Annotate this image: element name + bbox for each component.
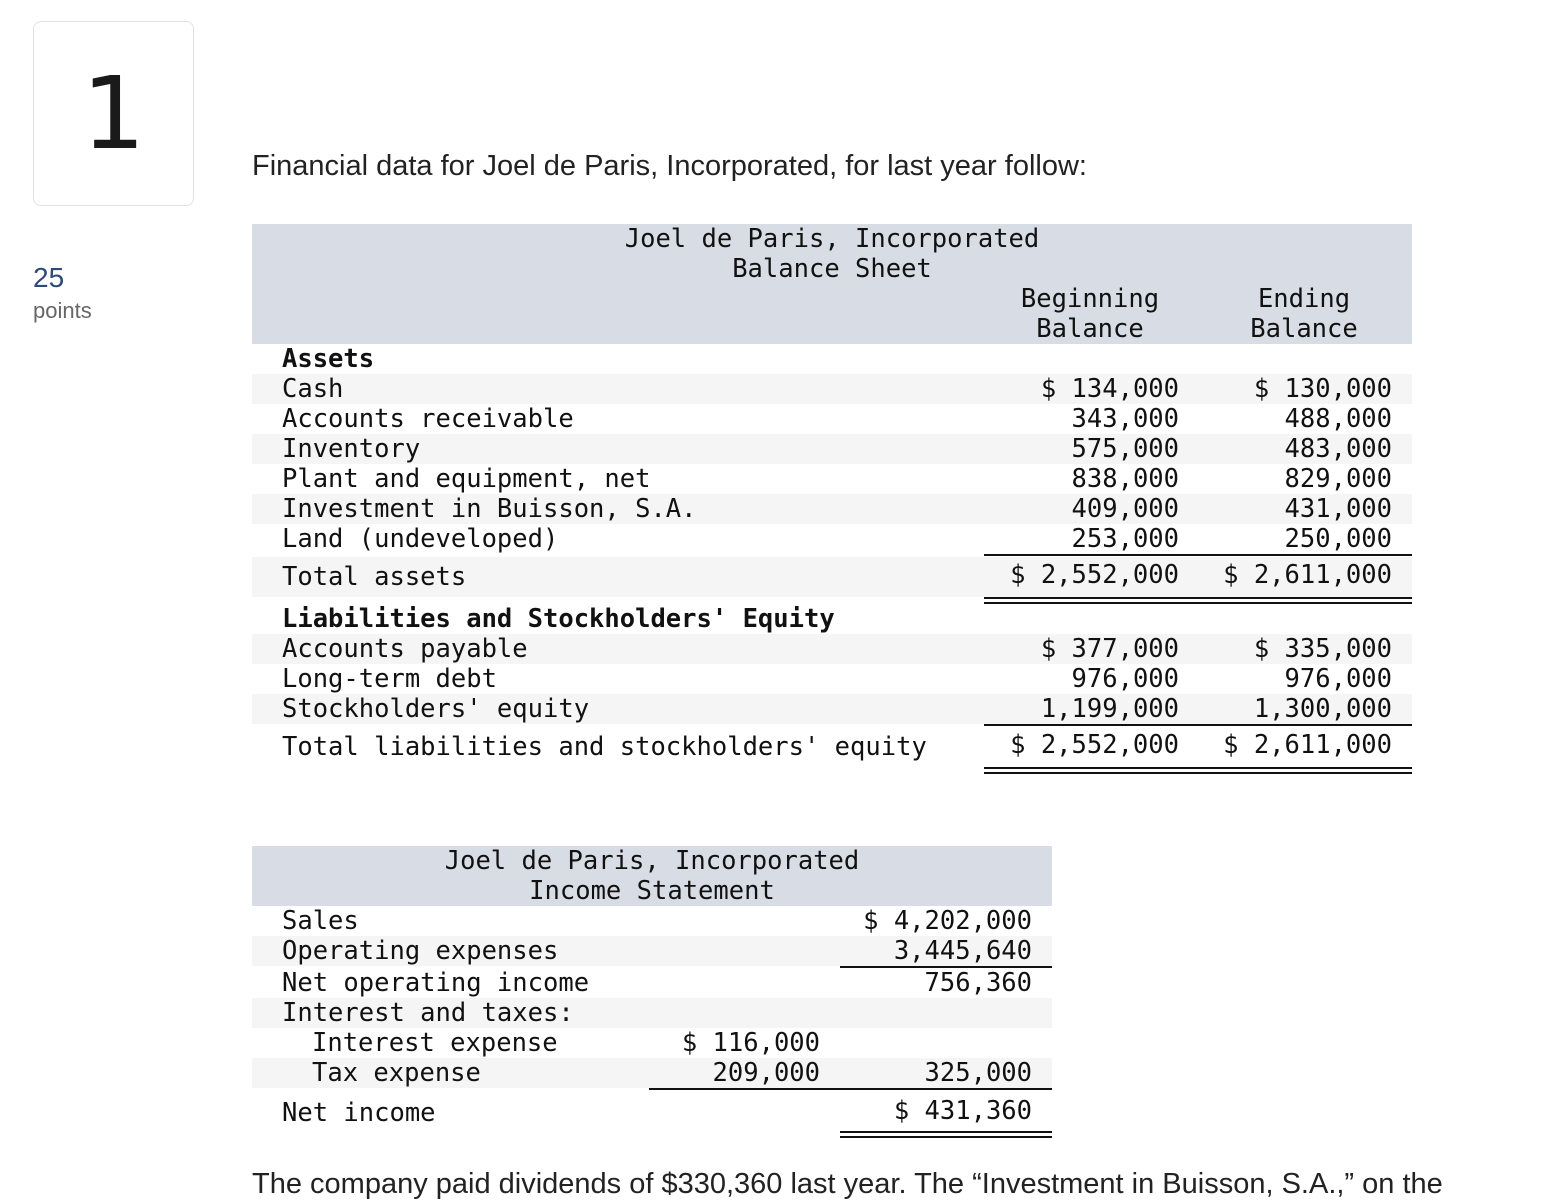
row-label: Long-term debt: [282, 664, 497, 694]
col-ending-line1: Ending: [1257, 284, 1351, 314]
noi-value: 756,360: [924, 968, 1032, 998]
ending-value: 976,000: [1284, 664, 1392, 694]
assets-heading: Assets: [282, 344, 375, 374]
row-label: Cash: [282, 374, 344, 404]
table-row: [252, 524, 1412, 554]
points-value: 25: [33, 262, 65, 293]
subtotal-rule: [649, 1088, 1052, 1090]
opex-value: 3,445,640: [893, 936, 1032, 966]
table-row: [252, 1058, 1052, 1088]
beginning-value: 838,000: [1071, 464, 1179, 494]
net-income-value: $ 431,360: [893, 1096, 1032, 1126]
income-statement-title: Income Statement: [529, 876, 775, 906]
table-row: [252, 694, 1412, 724]
table-row: [252, 1028, 1052, 1058]
total-double-rule: [984, 597, 1412, 604]
ending-value: $ 335,000: [1253, 634, 1392, 664]
ending-value: 431,000: [1284, 494, 1392, 524]
beginning-value: 575,000: [1071, 434, 1179, 464]
beginning-value: 976,000: [1071, 664, 1179, 694]
liab-heading: Liabilities and Stockholders' Equity: [282, 604, 835, 634]
table-row: [252, 634, 1412, 664]
beginning-value: 253,000: [1071, 524, 1179, 554]
beginning-value: $ 2,552,000: [1010, 730, 1179, 760]
table-row: [252, 664, 1412, 694]
row-label: Stockholders' equity: [282, 694, 590, 724]
row-label: Sales: [282, 906, 359, 936]
total-double-rule: [984, 767, 1412, 774]
points-label: points: [33, 298, 92, 323]
table-row: [252, 998, 1052, 1028]
beginning-value: $ 377,000: [1040, 634, 1179, 664]
row-label: Accounts payable: [282, 634, 528, 664]
col-beginning-line2: Balance: [1036, 314, 1144, 344]
balance-sheet-title: Balance Sheet: [732, 254, 932, 284]
ending-value: 829,000: [1284, 464, 1392, 494]
assets-heading-row: [252, 344, 1412, 374]
intro-text: Financial data for Joel de Paris, Incorporated, for last year follow:: [252, 150, 1087, 182]
table-row: [252, 494, 1412, 524]
row-label: Inventory: [282, 434, 421, 464]
table-row: [252, 374, 1412, 404]
total-double-rule: [840, 1131, 1052, 1138]
col-ending-line2: Balance: [1250, 314, 1358, 344]
liab-heading-row: [252, 604, 1412, 634]
subtotal-rule: [984, 554, 1412, 556]
row-label: Interest expense: [312, 1028, 558, 1058]
table-row: [252, 404, 1412, 434]
balance-sheet-company: Joel de Paris, Incorporated: [624, 224, 1040, 254]
table-row: [252, 434, 1412, 464]
row-label: Interest and taxes:: [282, 998, 574, 1028]
beginning-value: 409,000: [1071, 494, 1179, 524]
row-label: Land (undeveloped): [282, 524, 559, 554]
row-label: Accounts receivable: [282, 404, 574, 434]
ending-value: 250,000: [1284, 524, 1392, 554]
row-label: Total liabilities and stockholders' equity: [282, 732, 927, 762]
subtotal-rule: [984, 724, 1412, 726]
col-beginning-line1: Beginning: [1020, 284, 1160, 314]
row-label: Investment in Buisson, S.A.: [282, 494, 697, 524]
table-row: [252, 936, 1052, 966]
ending-value: $ 130,000: [1253, 374, 1392, 404]
table-row: [252, 968, 1052, 998]
beginning-value: $ 2,552,000: [1010, 560, 1179, 590]
ending-value: 1,300,000: [1253, 694, 1392, 724]
interest-value: $ 116,000: [681, 1028, 820, 1058]
row-label: Net income: [282, 1098, 436, 1128]
total-assets-row: [252, 557, 1412, 597]
row-label: Tax expense: [312, 1058, 481, 1088]
question-number-box: [33, 21, 194, 206]
beginning-value: 343,000: [1071, 404, 1179, 434]
sales-value: $ 4,202,000: [863, 906, 1032, 936]
ending-value: 488,000: [1284, 404, 1392, 434]
income-statement-company: Joel de Paris, Incorporated: [444, 846, 860, 876]
table-row: [252, 1091, 1052, 1131]
question-number: 1: [81, 55, 146, 172]
ending-value: 483,000: [1284, 434, 1392, 464]
beginning-value: 1,199,000: [1040, 694, 1179, 724]
tax-value: 209,000: [712, 1058, 820, 1088]
row-label: Operating expenses: [282, 936, 559, 966]
table-row: [252, 906, 1052, 936]
ending-value: $ 2,611,000: [1223, 560, 1392, 590]
table-row: [252, 464, 1412, 494]
footer-text: The company paid dividends of $330,360 last year. The “Investment in Buisson, S.A.,” on the: [252, 1168, 1443, 1200]
row-label: Net operating income: [282, 968, 590, 998]
beginning-value: $ 134,000: [1040, 374, 1179, 404]
total-liabilities-row: [252, 727, 1412, 767]
interest-taxes-total: 325,000: [924, 1058, 1032, 1088]
ending-value: $ 2,611,000: [1223, 730, 1392, 760]
row-label: Plant and equipment, net: [282, 464, 651, 494]
row-label: Total assets: [282, 562, 467, 592]
